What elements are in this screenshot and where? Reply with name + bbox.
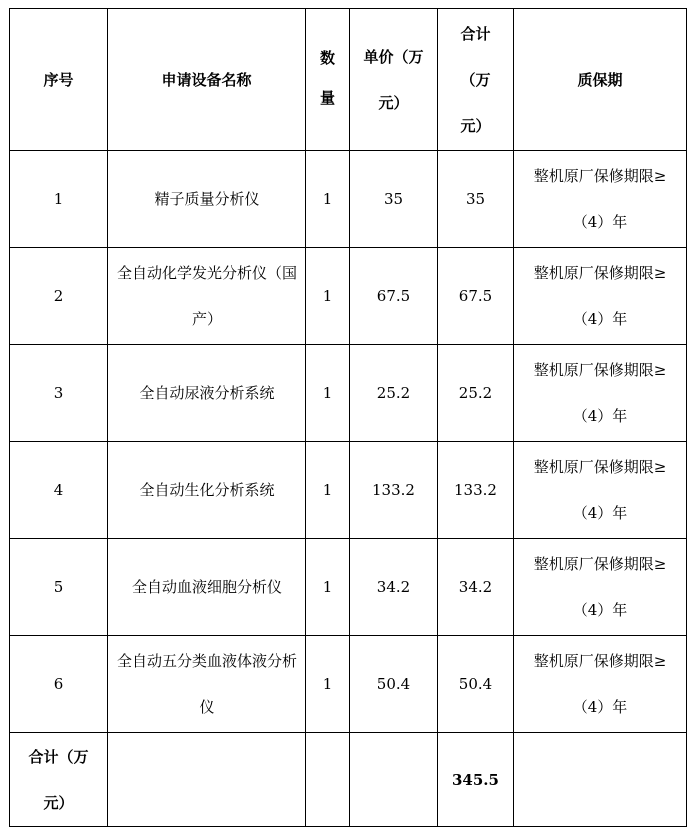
header-sum-text: 合计（万元） — [460, 24, 491, 135]
cell-sum: 67.5 — [438, 248, 514, 345]
cell-warranty — [514, 636, 687, 733]
total-price — [350, 733, 438, 827]
table-row — [10, 442, 687, 539]
cell-qty: 1 — [306, 151, 350, 248]
header-qty — [306, 9, 350, 151]
cell-name — [108, 636, 306, 733]
total-name — [108, 733, 306, 827]
header-qty-text: 数量 — [319, 49, 335, 107]
cell-price: 35 — [350, 151, 438, 248]
cell-sum: 35 — [438, 151, 514, 248]
cell-qty: 1 — [306, 345, 350, 442]
cell-name — [108, 248, 306, 345]
cell-price: 133.2 — [350, 442, 438, 539]
cell-qty: 1 — [306, 636, 350, 733]
equipment-table — [9, 8, 687, 827]
cell-warranty — [514, 539, 687, 636]
cell-name-text: 全自动尿液分析系统 — [139, 384, 275, 402]
cell-warranty — [514, 151, 687, 248]
cell-warranty-text: 整机原厂保修期限≥（4）年 — [533, 264, 667, 328]
cell-warranty-text: 整机原厂保修期限≥（4）年 — [533, 652, 667, 716]
cell-price: 50.4 — [350, 636, 438, 733]
cell-sum: 25.2 — [438, 345, 514, 442]
cell-seq: 3 — [10, 345, 108, 442]
table-header-row — [10, 9, 687, 151]
total-label-text: 合计（万元） — [28, 747, 89, 812]
cell-price: 34.2 — [350, 539, 438, 636]
cell-seq: 2 — [10, 248, 108, 345]
cell-name — [108, 151, 306, 248]
table-row — [10, 539, 687, 636]
cell-name-text: 全自动五分类血液体液分析仪 — [116, 652, 297, 716]
cell-seq: 4 — [10, 442, 108, 539]
cell-name — [108, 442, 306, 539]
cell-name-text: 精子质量分析仪 — [154, 190, 260, 208]
cell-warranty-text: 整机原厂保修期限≥（4）年 — [533, 167, 667, 231]
table-total-row — [10, 733, 687, 827]
table-row — [10, 636, 687, 733]
cell-sum: 50.4 — [438, 636, 514, 733]
cell-name-text: 全自动生化分析系统 — [139, 481, 275, 499]
table-row — [10, 345, 687, 442]
total-sum: 345.5 — [438, 733, 514, 827]
cell-warranty — [514, 345, 687, 442]
header-warranty: 质保期 — [514, 9, 687, 151]
cell-warranty-text: 整机原厂保修期限≥（4）年 — [533, 555, 667, 619]
total-warranty — [514, 733, 687, 827]
cell-warranty-text: 整机原厂保修期限≥（4）年 — [533, 361, 667, 425]
header-seq: 序号 — [10, 9, 108, 151]
cell-warranty — [514, 442, 687, 539]
header-sum — [438, 9, 514, 151]
cell-seq: 6 — [10, 636, 108, 733]
cell-warranty-text: 整机原厂保修期限≥（4）年 — [533, 458, 667, 522]
cell-price: 67.5 — [350, 248, 438, 345]
header-price — [350, 9, 438, 151]
cell-name-text: 全自动化学发光分析仪（国产） — [116, 264, 297, 328]
cell-seq: 5 — [10, 539, 108, 636]
cell-seq: 1 — [10, 151, 108, 248]
cell-name-text: 全自动血液细胞分析仪 — [131, 578, 282, 596]
header-price-text: 单价（万元） — [363, 47, 424, 112]
cell-name — [108, 539, 306, 636]
header-name: 申请设备名称 — [108, 9, 306, 151]
table-row — [10, 151, 687, 248]
cell-sum: 34.2 — [438, 539, 514, 636]
cell-qty: 1 — [306, 442, 350, 539]
total-qty — [306, 733, 350, 827]
total-label — [10, 733, 108, 827]
cell-sum: 133.2 — [438, 442, 514, 539]
cell-warranty — [514, 248, 687, 345]
cell-qty: 1 — [306, 539, 350, 636]
cell-price: 25.2 — [350, 345, 438, 442]
cell-qty: 1 — [306, 248, 350, 345]
cell-name — [108, 345, 306, 442]
table-row — [10, 248, 687, 345]
